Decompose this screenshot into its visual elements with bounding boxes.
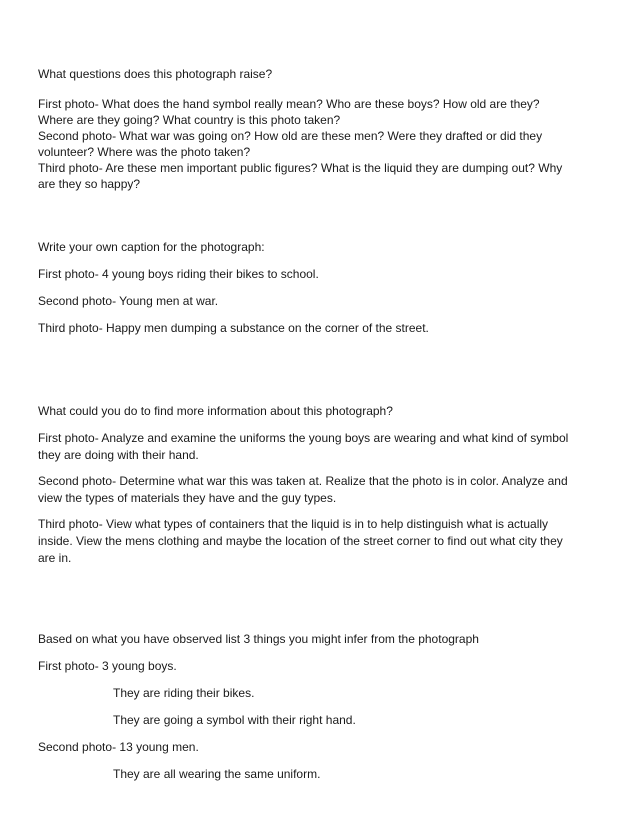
answer-line: First photo- 4 young boys riding their bikes to school. bbox=[38, 267, 319, 281]
answer-line: First photo- Analyze and examine the uniforms the young boys are wearing and what kind of symbol bbox=[38, 431, 569, 445]
answer-line: they are doing with their hand. bbox=[38, 448, 199, 462]
caption-answer-1 bbox=[38, 266, 598, 282]
answer-line: Second photo- What war was going on? How old are these men? Were they drafted or did they bbox=[38, 129, 543, 143]
section-questions bbox=[38, 66, 598, 82]
answer-line: First photo- What does the hand symbol really mean? Who are these boys? How old are they? bbox=[38, 97, 540, 111]
question-heading: What questions does this photograph raise? bbox=[38, 67, 273, 81]
answer-line: inside. View the mens clothing and maybe the location of the street corner to find out what city they bbox=[38, 534, 563, 548]
answer-line: are they so happy? bbox=[38, 177, 141, 191]
question-heading: Based on what you have observed list 3 things you might infer from the photograph bbox=[38, 632, 479, 646]
answer-line: Third photo- View what types of containers that the liquid is in to help distinguish what is actually bbox=[38, 517, 549, 531]
answer-line: Second photo- Young men at war. bbox=[38, 294, 219, 308]
inference-first-photo bbox=[38, 658, 598, 674]
section-more-info bbox=[38, 403, 598, 419]
more-info-answer-1 bbox=[38, 430, 598, 464]
questions-answer bbox=[38, 96, 598, 192]
answer-line: Second photo- 13 young men. bbox=[38, 740, 199, 754]
answer-line: Third photo- Happy men dumping a substance on the corner of the street. bbox=[38, 321, 429, 335]
question-heading: What could you do to find more information about this photograph? bbox=[38, 404, 393, 418]
answer-line: are in. bbox=[38, 551, 72, 565]
inference-first-item-1 bbox=[38, 685, 638, 701]
answer-line: Where are they going? What country is this photo taken? bbox=[38, 113, 341, 127]
caption-answer-2 bbox=[38, 293, 598, 309]
inference-first-item-2 bbox=[38, 712, 638, 728]
answer-line: First photo- 3 young boys. bbox=[38, 659, 177, 673]
answer-line: They are all wearing the same uniform. bbox=[113, 767, 321, 781]
inference-second-item-1 bbox=[38, 766, 638, 782]
answer-line: view the types of materials they have and the guy types. bbox=[38, 491, 337, 505]
section-caption bbox=[38, 239, 598, 255]
section-inferences bbox=[38, 631, 598, 647]
more-info-answer-3 bbox=[38, 516, 598, 567]
answer-line: Second photo- Determine what war this was taken at. Realize that the photo is in color. Analyze and bbox=[38, 474, 568, 488]
answer-line: They are going a symbol with their right hand. bbox=[113, 713, 356, 727]
more-info-answer-2 bbox=[38, 473, 598, 507]
question-heading: Write your own caption for the photograph: bbox=[38, 240, 265, 254]
answer-line: volunteer? Where was the photo taken? bbox=[38, 145, 251, 159]
inference-second-photo bbox=[38, 739, 598, 755]
answer-line: Third photo- Are these men important public figures? What is the liquid they are dumping out? Why bbox=[38, 161, 563, 175]
caption-answer-3 bbox=[38, 320, 598, 336]
answer-line: They are riding their bikes. bbox=[113, 686, 255, 700]
